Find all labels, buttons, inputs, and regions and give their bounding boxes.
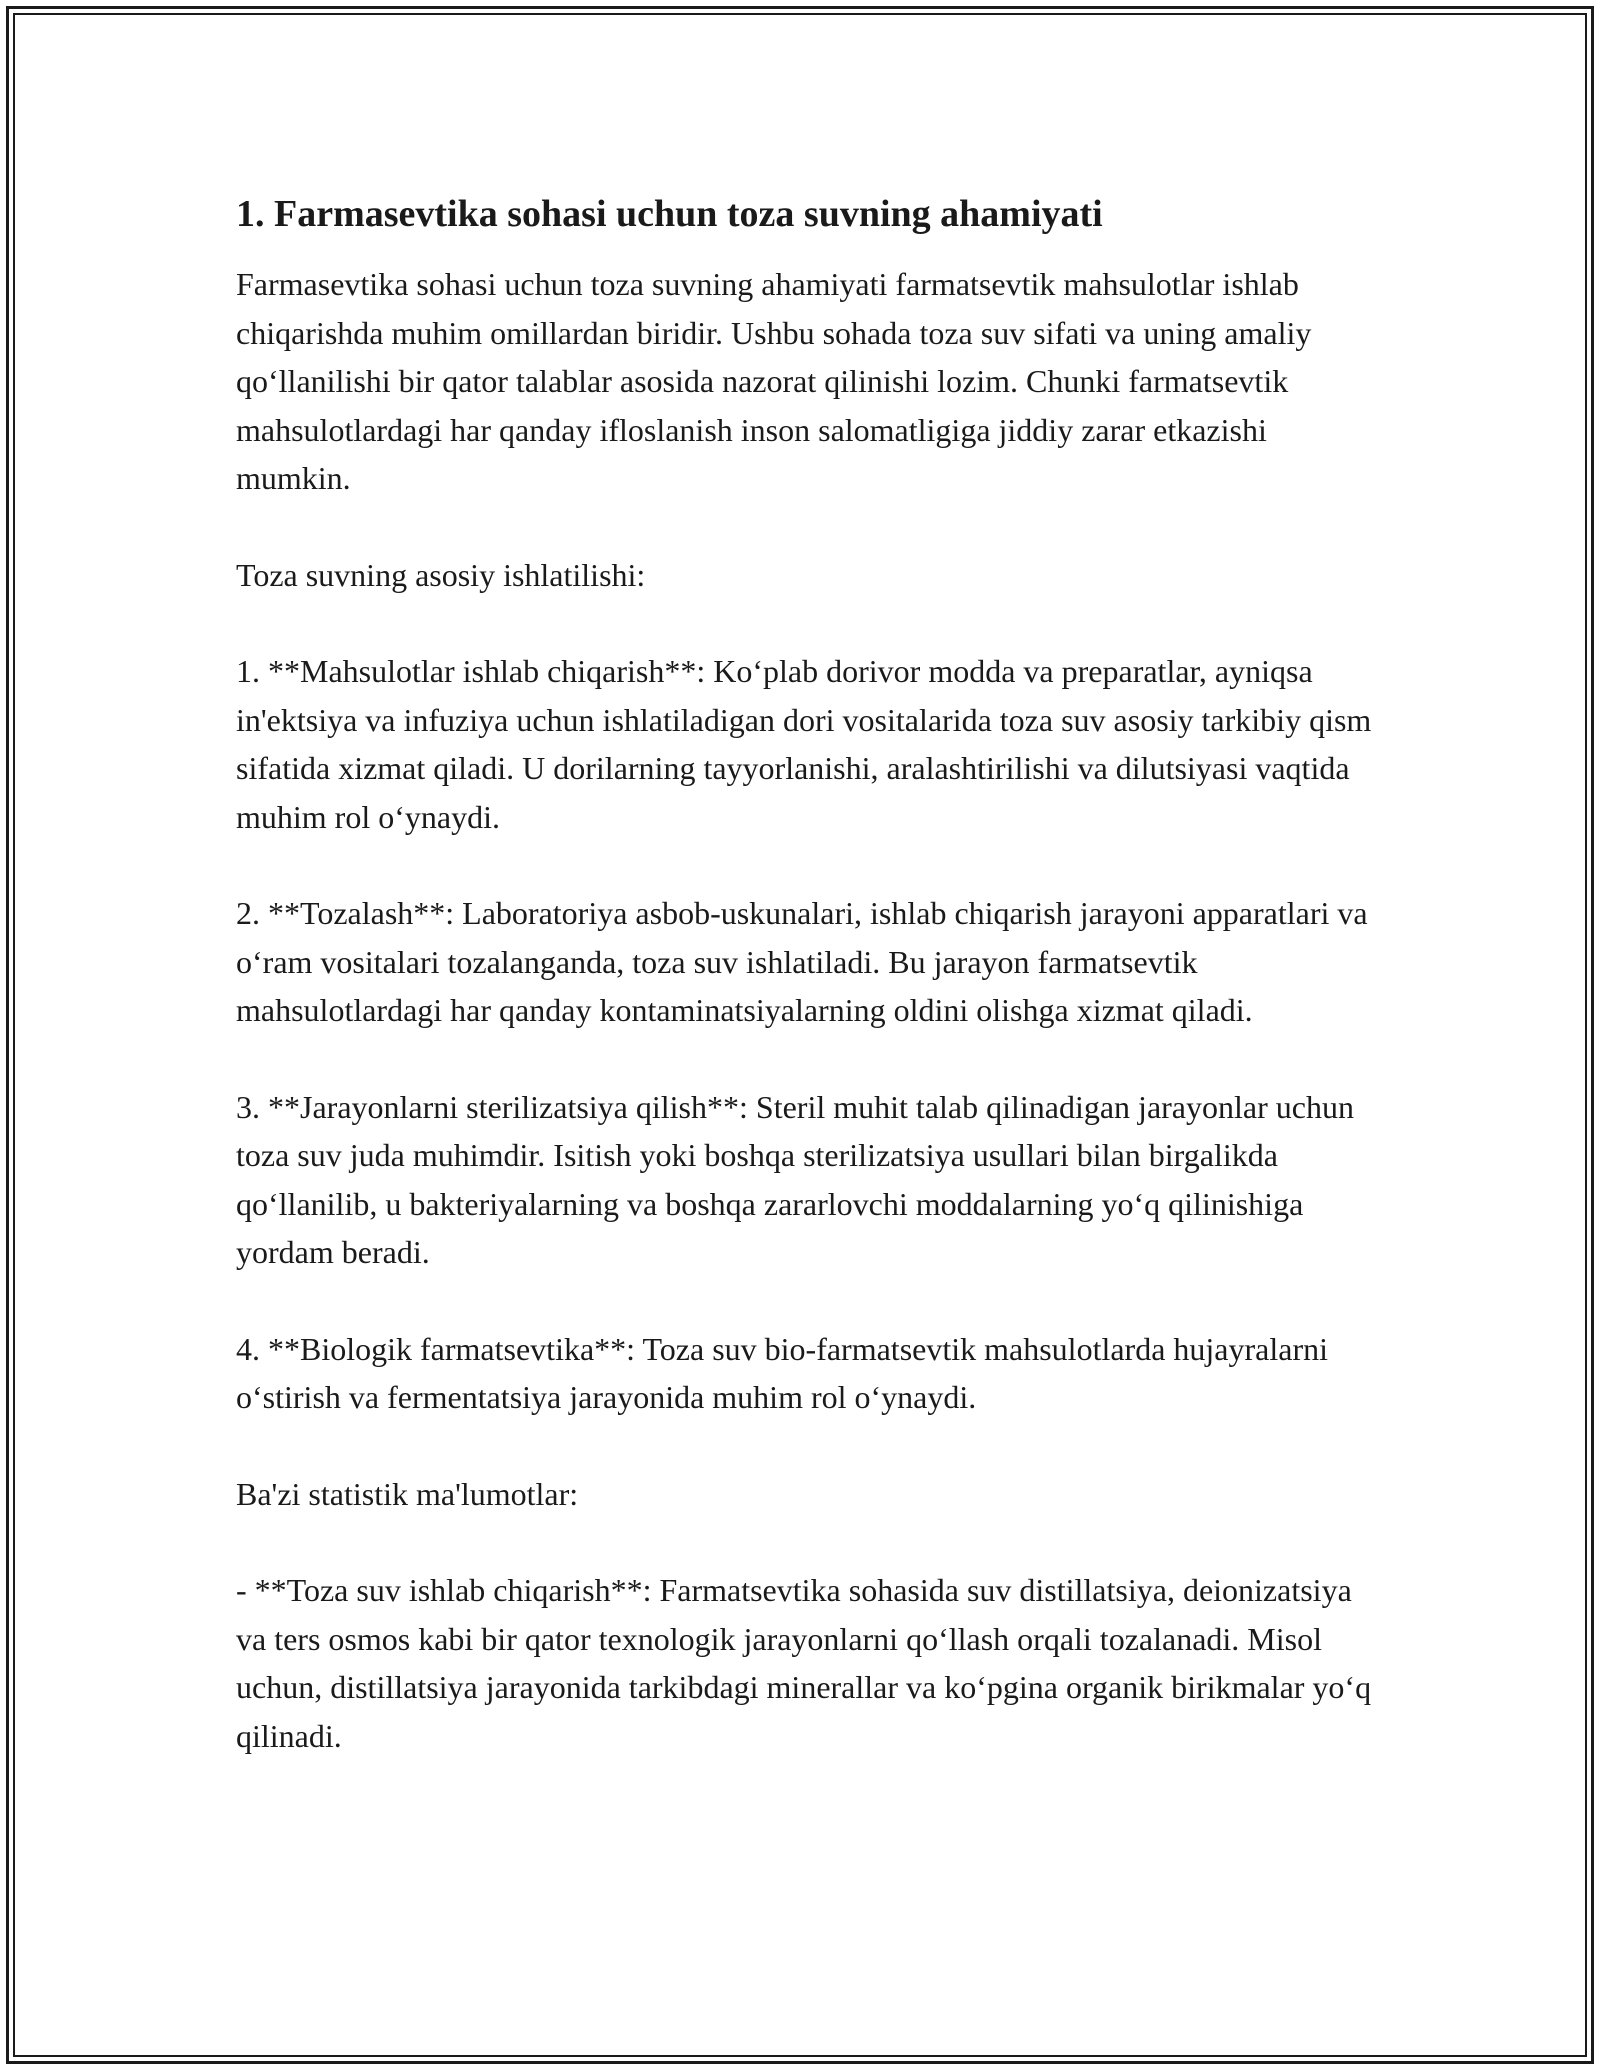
document-body [236, 186, 1376, 1808]
usage-item-production: 1. **Mahsulotlar ishlab chiqarish**: Ko‘plab dorivor modda va preparatlar, ayniqsa in'ektsiya va infuziya uchun ishlatiladigan dori vositalarida toza suv asosiy tarkibiy qism sifatida xizmat qiladi. U dorilarning tayyorlanishi, aralashtirilishi va dilutsiyasi vaqtida muhim rol o‘ynaydi. [236, 653, 1372, 835]
usage-item-cleaning: 2. **Tozalash**: Laboratoriya asbob-uskunalari, ishlab chiqarish jarayoni apparatlari va o‘ram vositalari tozalanganda, toza suv ishlatiladi. Bu jarayon farmatsevtik mahsulotlardagi har qanday kontaminatsiyalarning oldini olishga xizmat qiladi. [236, 895, 1368, 1028]
usage-item-sterilization: 3. **Jarayonlarni sterilizatsiya qilish**: Steril muhit talab qilinadigan jarayonlar uchun toza suv juda muhimdir. Isitish yoki boshqa sterilizatsiya usullari bilan birgalikda qo‘llanilib, u bakteriyalarning va boshqa zararlovchi moddalarning yo‘q qilinishiga yordam beradi. [236, 1088, 1354, 1270]
statistics-item-water-production: - **Toza suv ishlab chiqarish**: Farmatsevtika sohasida suv distillatsiya, deionizatsiya va ters osmos kabi bir qator texnologik jarayonlarni qo‘llash orqali tozalanadi. Misol uchun, distillatsiya jarayonida tarkibdagi minerallar va ko‘pgina organik birikmalar yo‘q qilinadi. [236, 1572, 1372, 1754]
usage-item-biologic: 4. **Biologik farmatsevtika**: Toza suv bio-farmatsevtik mahsulotlarda hujayralarni o‘stirish va fermentatsiya jarayonida muhim rol o‘ynaydi. [236, 1330, 1328, 1415]
usage-heading: Toza suvning asosiy ishlatilishi: [236, 556, 646, 593]
statistics-heading: Ba'zi statistik ma'lumotlar: [236, 1475, 579, 1512]
intro-paragraph: Farmasevtika sohasi uchun toza suvning ahamiyati farmatsevtik mahsulotlar ishlab chiqarishda muhim omillardan biridir. Ushbu sohada toza suv sifati va uning amaliy qo‘llanilishi bir qator talablar asosida nazorat qilinishi lozim. Chunki farmatsevtik mahsulotlardagi har qanday ifloslanish inson salomatligiga jiddiy zarar etkazishi mumkin. [236, 266, 1312, 496]
document-title: 1. Farmasevtika sohasi uchun toza suvning ahamiyati [236, 193, 1103, 235]
